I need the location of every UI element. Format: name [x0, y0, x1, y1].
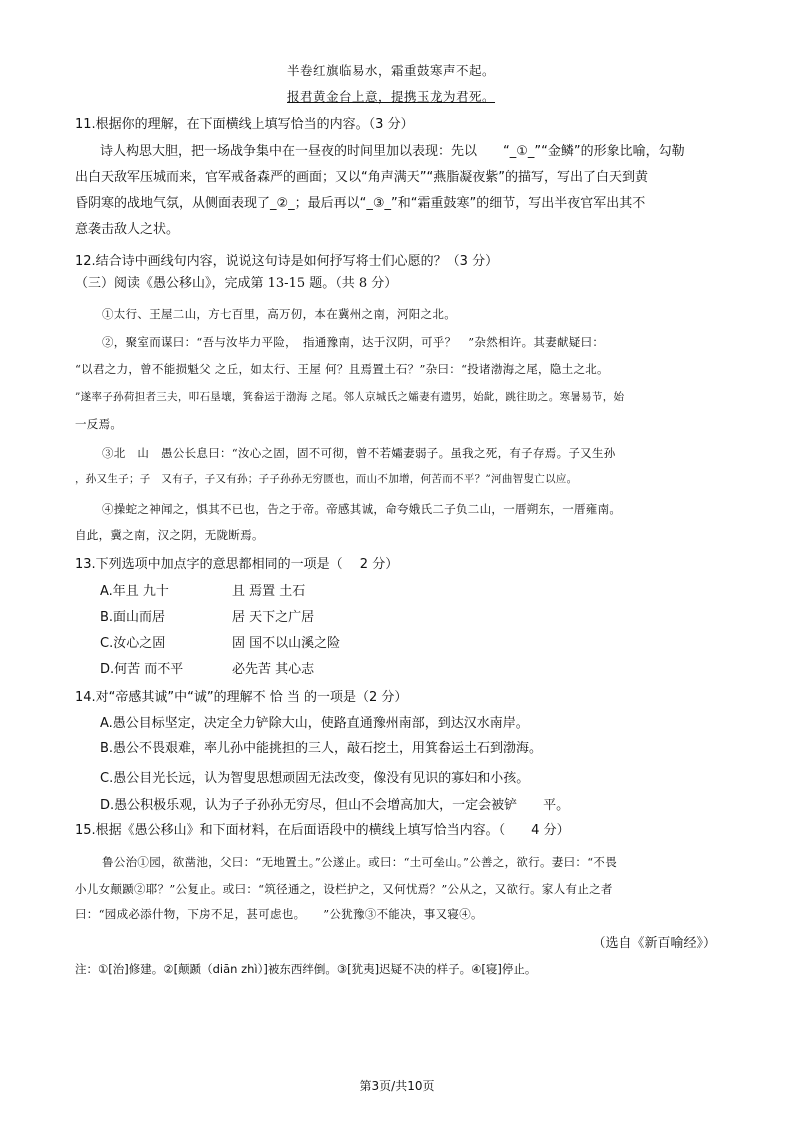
passage-p2-line4: 一反焉。 — [75, 417, 123, 431]
q13-option-a-right: 且 焉置 土石 — [232, 584, 306, 599]
q15-material-line1: 鲁公治①园，欲凿池，父曰：“无地置土。”公遂止。或曰：“土可垒山。”公善之，欲行。妻曰：“不畏 — [102, 855, 617, 869]
q15-stem: 15.根据《愚公移山》和下面材料，在后面语段中的横线上填写恰当内容。（ 4 分） — [75, 823, 570, 838]
poem-line-2-underlined: 报君黄金台上意，提携玉龙为君死。 — [287, 89, 496, 104]
section3-title: （三）阅读《愚公移山》，完成第 13-15 题。（共 8 分） — [75, 276, 398, 291]
q15-notes: 注：①[治]修建。②[颠踬（diān zhì）]被东西绊倒。③[犹夷]迟疑不决的样子。④[寝]停止。 — [75, 962, 537, 976]
q13-option-b-right: 居 天下之广居 — [232, 610, 315, 625]
q15-source: （选自《新百喻经》） — [592, 936, 716, 951]
q13-option-d-left: D.何苦 而不平 — [100, 662, 184, 677]
passage-p3-line2: ，孙又生子；子 又有子，子又有孙；子子孙孙无穷匮也，而山不加增，何苦而不平？”河曲智叟亡以应。 — [75, 473, 578, 485]
q11-line-4: 意袭击敌人之状。 — [75, 222, 180, 237]
passage-p4-line1: ④操蛇之神闻之，惧其不已也，告之于帝。帝感其诚，命夸娥氏二子负二山，一厝朔东，一厝雍南。 — [102, 502, 622, 516]
passage-p4-line2: 自此，冀之南，汉之阴，无陇断焉。 — [75, 528, 264, 542]
q13-option-d-right: 必先苦 其心志 — [232, 662, 315, 677]
q11-line-2: 出白天敌军压城而来，官军戒备森严的画面；又以“角声满天”“燕脂凝夜紫”的描写，写出了白天到黄 — [75, 170, 648, 185]
q14-stem: 14.对“帝感其诚”中“诚”的理解不 恰 当 的一项是（2 分） — [75, 690, 408, 705]
q13-option-a-left: A.年且 九十 — [100, 584, 169, 599]
q15-material-line2: 小儿女颠踬②耶？”公复止。或曰：“筑径通之，设栏护之，又何忧焉？”公从之，又欲行。家人有止之者 — [75, 882, 613, 896]
page-number: 第3页/共10页 — [359, 1079, 435, 1093]
q12-stem: 12.结合诗中画线句内容，说说这句诗是如何抒写将士们心愿的？（3 分） — [75, 254, 499, 269]
q15-material-line3: 曰：“园成必添什物，下房不足，甚可虑也。 ”公犹豫③不能决，事又寝④。 — [75, 907, 483, 921]
passage-p2-line3: ”遂率子孙荷担者三夫，叩石垦壤，箕畚运于渤海 之尾。邻人京城氏之孀妻有遗男，始龀，跳往助之。寒暑易节，始 — [75, 391, 625, 403]
q14-option-a: A.愚公目标坚定，决定全力铲除大山，使路直通豫州南部，到达汉水南岸。 — [100, 716, 529, 731]
passage-p3-line1: ③北 山 愚公长息曰：“汝心之固，固不可彻，曾不若孀妻弱子。虽我之死，有子存焉。子又生孙 — [102, 446, 616, 460]
q13-option-c-right: 固 国不以山溪之险 — [232, 636, 341, 651]
q14-option-d: D.愚公积极乐观，认为子子孙孙无穷尽，但山不会增高加大，一定会被铲 平。 — [100, 798, 570, 813]
q11-line-3: 昏阴寒的战地气氛，从侧面表现了_②_；最后再以“_③_”和“霜重鼓寒”的细节，写出半夜官军出其不 — [75, 196, 646, 211]
poem-line-1: 半卷红旗临易水，霜重鼓寒声不起。 — [287, 63, 496, 78]
q13-option-c-left: C.汝心之固 — [100, 636, 166, 651]
q13-option-b-left: B.面山而居 — [100, 610, 166, 625]
passage-p2-line2: “以君之力，曾不能损魁父 之丘，如太行、王屋 何？且焉置土石？”杂曰：“投诸渤海之尾，隐土之北。 — [75, 362, 609, 376]
passage-p2-line1: ②，聚室而谋曰：“吾与汝毕力平险， 指通豫南，达于汉阴，可乎？ ”杂然相许。其妻献疑曰： — [102, 335, 605, 349]
q11-line-1: 诗人构思大胆，把一场战争集中在一昼夜的时间里加以表现：先以 “_①_”“金鳞”的形象比喻，勾勒 — [100, 144, 685, 159]
q14-option-c: C.愚公目光长远，认为智叟思想顽固无法改变，像没有见识的寡妇和小孩。 — [100, 771, 530, 786]
q13-stem: 13.下列选项中加点字的意思都相同的一项是（ 2 分） — [75, 557, 399, 572]
passage-p1: ①太行、王屋二山，方七百里，高万仞，本在冀州之南，河阳之北。 — [102, 307, 456, 321]
q11-stem: 11.根据你的理解，在下面横线上填写恰当的内容。（3 分） — [75, 117, 414, 132]
q14-option-b: B.愚公不畏艰难，率儿孙中能挑担的三人，敲石挖土，用箕畚运土石到渤海。 — [100, 741, 543, 756]
